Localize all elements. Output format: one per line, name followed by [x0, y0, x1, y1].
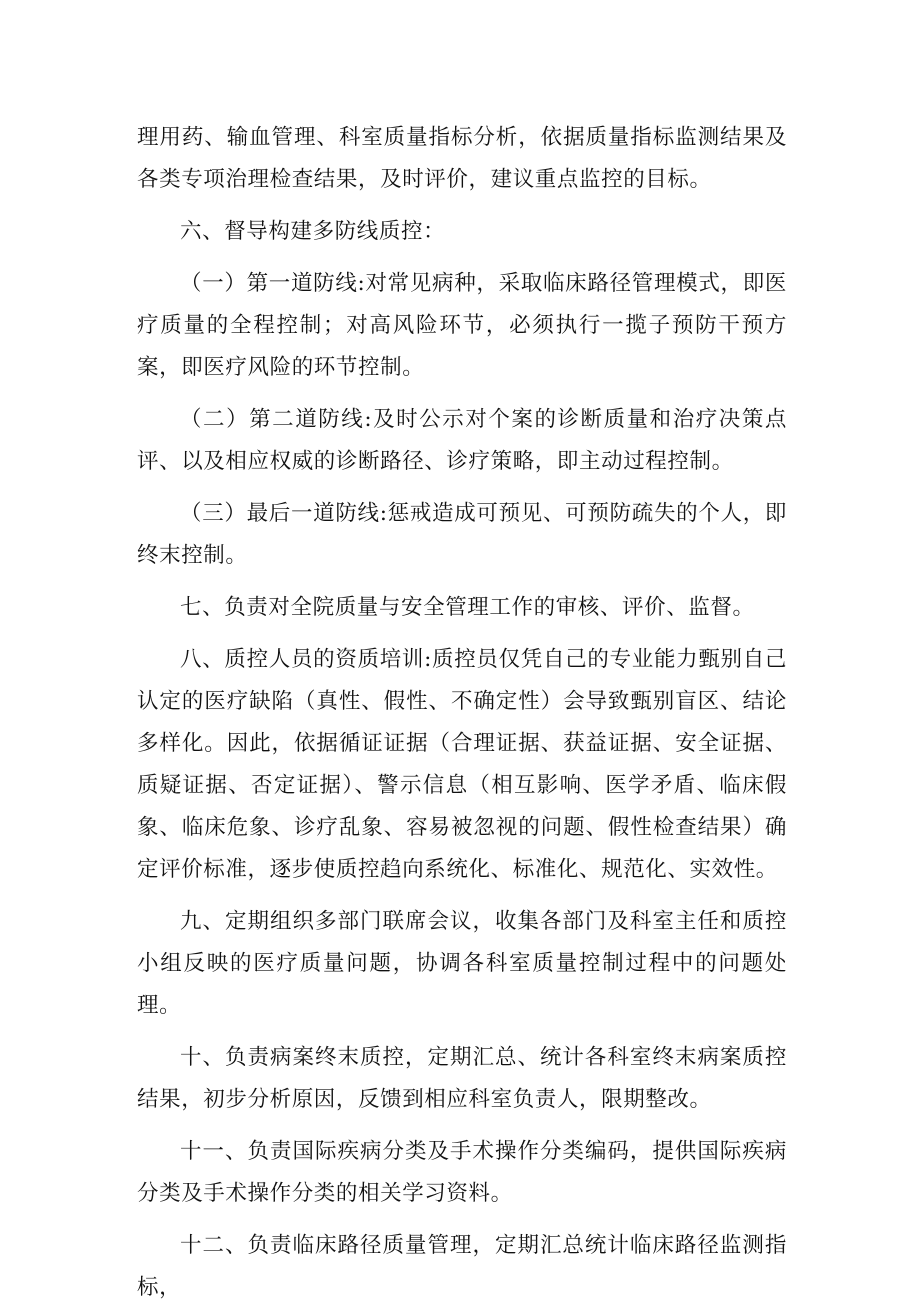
paragraph-section-12: 十二、负责临床路径质量管理，定期汇总统计临床路径监测指标， [137, 1233, 787, 1300]
paragraph-section-6-1: （一）第一道防线:对常见病种，采取临床路径管理模式，即医疗质量的全程控制；对高风险环节，必须执行一揽子预防干预方案，即医疗风险的环节控制。 [137, 271, 787, 380]
paragraph-section-6-3: （三）最后一道防线:惩戒造成可预见、可预防疏失的个人，即终末控制。 [137, 501, 787, 568]
paragraph-section-6-2: （二）第二道防线:及时公示对个案的诊断质量和治疗决策点评、以及相应权威的诊断路径、诊疗策略，即主动过程控制。 [137, 407, 787, 474]
paragraph-section-10: 十、负责病案终末质控，定期汇总、统计各科室终末病案质控结果，初步分析原因，反馈到相应科室负责人，限期整改。 [137, 1045, 787, 1112]
paragraph-continuation: 理用药、输血管理、科室质量指标分析，依据质量指标监测结果及各类专项治理检查结果，及时评价，建议重点监控的目标。 [137, 125, 787, 192]
document-body [137, 117, 787, 1309]
paragraph-section-7: 七、负责对全院质量与安全管理工作的审核、评价、监督。 [180, 595, 755, 620]
paragraph-section-11: 十一、负责国际疾病分类及手术操作分类编码，提供国际疾病分类及手术操作分类的相关学习资料。 [137, 1139, 787, 1206]
paragraph-section-9: 九、定期组织多部门联席会议，收集各部门及科室主任和质控小组反映的医疗质量问题，协调各科室质量控制过程中的问题处理。 [137, 909, 787, 1018]
paragraph-section-6: 六、督导构建多防线质控： [180, 219, 446, 244]
paragraph-section-8: 八、质控人员的资质培训:质控员仅凭自己的专业能力甄别自己认定的医疗缺陷（真性、假性、不确定性）会导致甄别盲区、结论多样化。因此，依据循证证据（合理证据、获益证据、安全证据、质疑证据、否定证据）、警示信息（相互影响、医学矛盾、临床假象、临床危象、诊疗乱象、容易被忽视的问题、假性检查结果）确定评价标准，逐步使质控趋向系统化、标准化、规范化、实效性。 [137, 647, 787, 882]
